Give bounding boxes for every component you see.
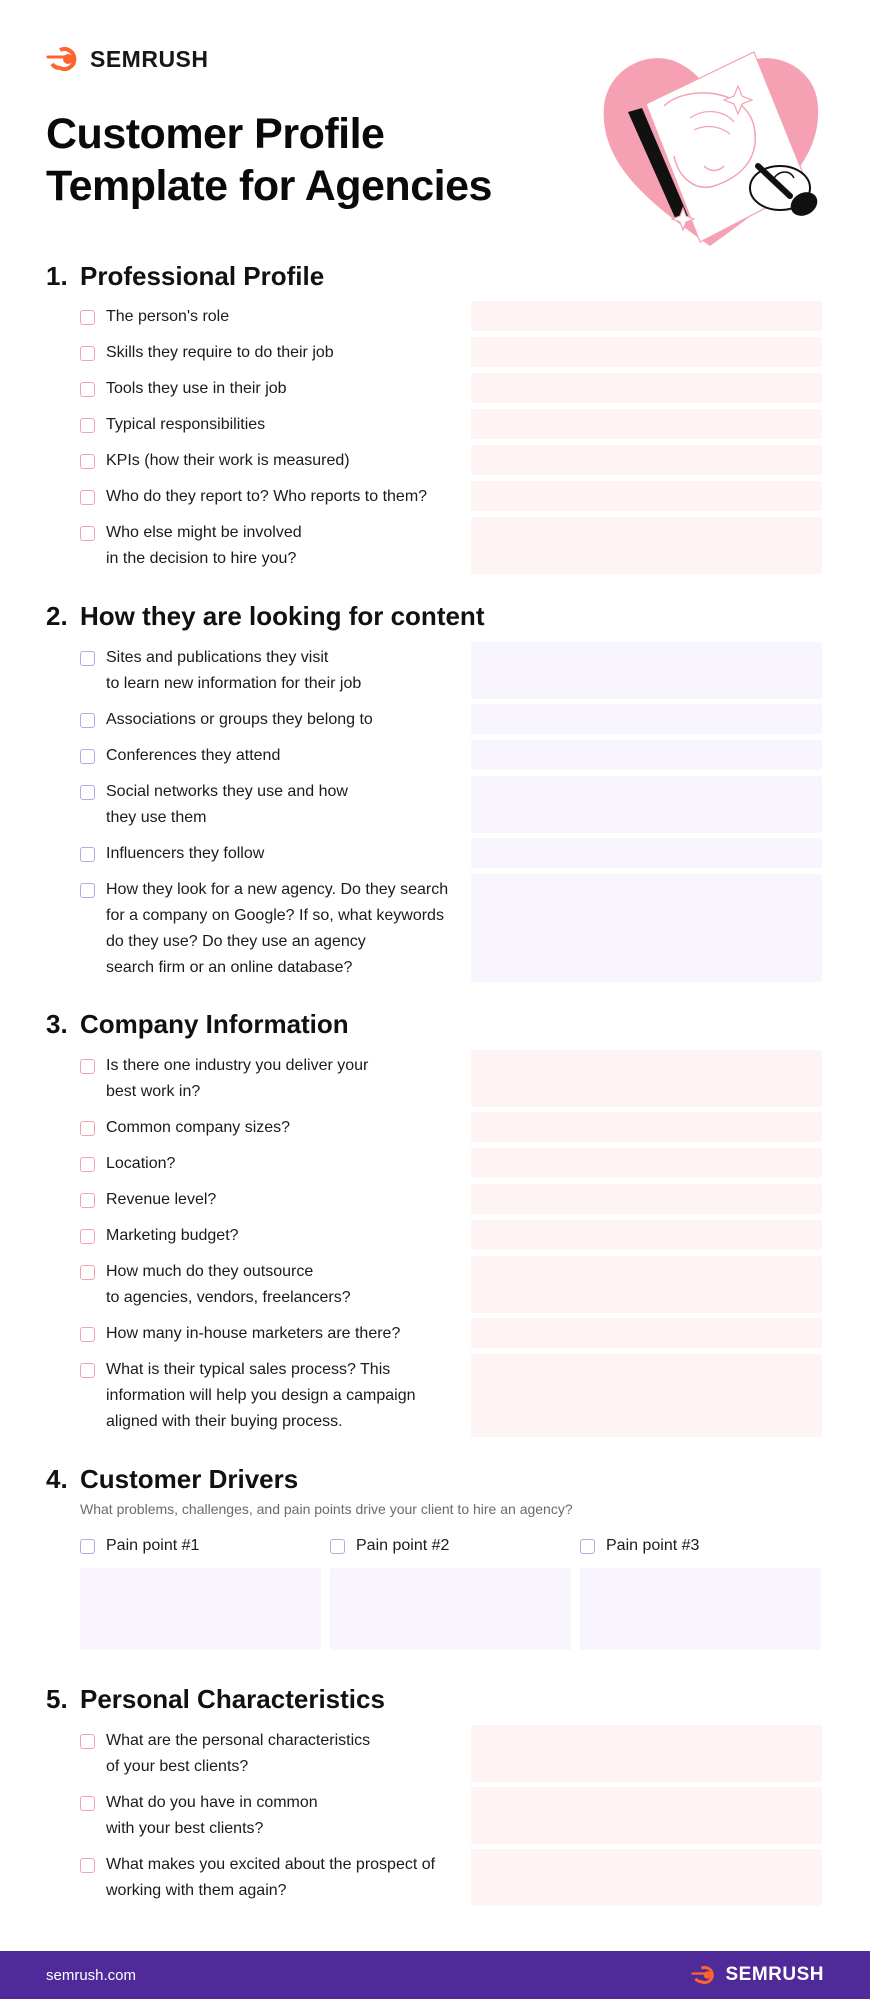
item-label: Who do they report to? Who reports to them? (106, 488, 428, 505)
title-line-2: Template for Agencies (46, 162, 492, 210)
item-label: Influencers they follow (106, 845, 265, 862)
pain-point-2-field[interactable] (330, 1568, 571, 1650)
answer-field[interactable] (471, 1148, 822, 1178)
item-label: Conferences they attend (106, 747, 281, 764)
checklist-item (80, 379, 470, 402)
checklist-item (80, 1226, 470, 1249)
checklist-item (80, 1360, 470, 1435)
answer-field[interactable] (471, 1725, 822, 1782)
answer-field[interactable] (471, 740, 822, 770)
checklist-item (80, 343, 470, 366)
section-1-number: 1. (46, 260, 68, 291)
section-3-heading (46, 1008, 349, 1040)
answer-field[interactable] (471, 1256, 822, 1313)
item-label: Tools they use in their job (106, 380, 287, 397)
answer-field[interactable] (471, 1184, 822, 1214)
item-label: Sites and publications they visit to learn new information for their job (106, 649, 362, 692)
checkbox[interactable] (330, 1539, 345, 1554)
answer-field[interactable] (471, 445, 822, 475)
footer (0, 1951, 870, 1999)
section-4-title: Customer Drivers (80, 1463, 299, 1494)
answer-field[interactable] (471, 481, 822, 511)
checkbox[interactable] (80, 526, 95, 541)
checkbox[interactable] (80, 1734, 95, 1749)
checklist-item (80, 451, 470, 474)
item-label: Is there one industry you deliver your best work in? (106, 1057, 369, 1100)
section-3-title: Company Information (80, 1008, 349, 1039)
section-1-title: Professional Profile (80, 260, 325, 291)
checklist-item (80, 1731, 470, 1780)
checkbox[interactable] (80, 749, 95, 764)
answer-field[interactable] (471, 642, 822, 699)
section-3-number: 3. (46, 1008, 68, 1039)
pain-point-label: Pain point #2 (356, 1537, 450, 1554)
checklist-item (80, 1118, 470, 1141)
checklist-item (80, 648, 470, 697)
pain-point-3 (580, 1536, 806, 1559)
answer-field[interactable] (471, 517, 822, 574)
item-label: What are the personal characteristics of your best clients? (106, 1732, 371, 1775)
answer-field[interactable] (471, 1354, 822, 1437)
section-2-heading (46, 600, 484, 632)
checkbox[interactable] (80, 1858, 95, 1873)
checklist-item (80, 487, 470, 510)
checklist-item (80, 844, 470, 867)
checkbox[interactable] (80, 418, 95, 433)
item-label: Typical responsibilities (106, 416, 266, 433)
item-label: Associations or groups they belong to (106, 711, 373, 728)
pain-point-3-field[interactable] (580, 1568, 821, 1650)
pain-point-label: Pain point #3 (606, 1537, 700, 1554)
answer-field[interactable] (471, 1849, 822, 1906)
checkbox[interactable] (80, 1193, 95, 1208)
answer-field[interactable] (471, 874, 822, 982)
checkbox[interactable] (80, 310, 95, 325)
item-label: What do you have in common with your best clients? (106, 1794, 318, 1837)
item-label: The person's role (106, 308, 230, 325)
checkbox[interactable] (80, 454, 95, 469)
item-label: Who else might be involved in the decision to hire you? (106, 524, 302, 567)
section-5-number: 5. (46, 1683, 68, 1714)
section-4-heading (46, 1463, 298, 1495)
checklist-item (80, 307, 470, 330)
item-label: Revenue level? (106, 1191, 217, 1208)
answer-field[interactable] (471, 1318, 822, 1348)
page-title (46, 108, 566, 212)
checkbox[interactable] (80, 382, 95, 397)
pain-point-1 (80, 1536, 306, 1559)
answer-field[interactable] (471, 373, 822, 403)
item-label: KPIs (how their work is measured) (106, 452, 350, 469)
checklist-item (80, 1793, 470, 1842)
checklist-item (80, 746, 470, 769)
section-4-subtitle: What problems, challenges, and pain points drive your client to hire an agency? (80, 1501, 573, 1517)
section-5-heading (46, 1683, 385, 1715)
item-label: What makes you excited about the prospect of working with them again? (106, 1856, 436, 1899)
item-label: How they look for a new agency. Do they search for a company on Google? If so, what keywords do they use? Do they use an agency search firm or an online database? (106, 881, 449, 976)
answer-field[interactable] (471, 1050, 822, 1107)
checkbox[interactable] (580, 1539, 595, 1554)
answer-field[interactable] (471, 301, 822, 331)
answer-field[interactable] (471, 776, 822, 833)
checkbox[interactable] (80, 785, 95, 800)
answer-field[interactable] (471, 1787, 822, 1844)
semrush-flame-icon (691, 1965, 721, 1985)
item-label: Common company sizes? (106, 1119, 291, 1136)
checkbox[interactable] (80, 1265, 95, 1280)
item-label: Marketing budget? (106, 1227, 239, 1244)
checkbox[interactable] (80, 1059, 95, 1074)
answer-field[interactable] (471, 1112, 822, 1142)
checklist-item (80, 523, 470, 572)
checkbox[interactable] (80, 1363, 95, 1378)
checkbox[interactable] (80, 883, 95, 898)
checkbox[interactable] (80, 1157, 95, 1172)
footer-wordmark: SEMRUSH (725, 1964, 824, 1985)
pain-point-1-field[interactable] (80, 1568, 321, 1650)
semrush-logo (46, 46, 209, 72)
heart-drawing-illustration (594, 46, 826, 252)
checkbox[interactable] (80, 1121, 95, 1136)
checkbox[interactable] (80, 1327, 95, 1342)
checklist-item (80, 1190, 470, 1213)
pain-point-2 (330, 1536, 556, 1559)
checklist-item (80, 710, 470, 733)
checkbox[interactable] (80, 490, 95, 505)
checkbox[interactable] (80, 847, 95, 862)
checklist-item (80, 782, 470, 831)
item-label: Social networks they use and how they use them (106, 783, 348, 826)
section-5-title: Personal Characteristics (80, 1683, 385, 1714)
checkbox[interactable] (80, 1539, 95, 1554)
checklist-item (80, 1056, 470, 1105)
semrush-flame-icon (46, 46, 86, 72)
section-2-title: How they are looking for content (80, 600, 485, 631)
item-label: What is their typical sales process? This information will help you design a campaign aligned with their buying process. (106, 1361, 416, 1430)
answer-field[interactable] (471, 704, 822, 734)
title-line-1: Customer Profile (46, 110, 385, 158)
footer-logo (691, 1964, 824, 1986)
checkbox[interactable] (80, 346, 95, 361)
answer-field[interactable] (471, 337, 822, 367)
answer-field[interactable] (471, 838, 822, 868)
checklist-item (80, 1855, 470, 1904)
checkbox[interactable] (80, 1229, 95, 1244)
item-label: Location? (106, 1155, 176, 1172)
checkbox[interactable] (80, 713, 95, 728)
item-label: How many in-house marketers are there? (106, 1325, 401, 1342)
checklist-item (80, 880, 470, 981)
section-4-number: 4. (46, 1463, 68, 1494)
footer-url[interactable]: semrush.com (46, 1966, 137, 1984)
answer-field[interactable] (471, 409, 822, 439)
checklist-item (80, 1262, 470, 1311)
answer-field[interactable] (471, 1220, 822, 1250)
checklist-item (80, 415, 470, 438)
checkbox[interactable] (80, 1796, 95, 1811)
section-1-heading (46, 260, 324, 292)
item-label: How much do they outsource to agencies, vendors, freelancers? (106, 1263, 351, 1306)
checklist-item (80, 1324, 470, 1347)
checklist-item (80, 1154, 470, 1177)
checkbox[interactable] (80, 651, 95, 666)
section-2-number: 2. (46, 600, 68, 631)
pain-point-label: Pain point #1 (106, 1537, 200, 1554)
item-label: Skills they require to do their job (106, 344, 334, 361)
logo-wordmark: SEMRUSH (90, 45, 209, 72)
